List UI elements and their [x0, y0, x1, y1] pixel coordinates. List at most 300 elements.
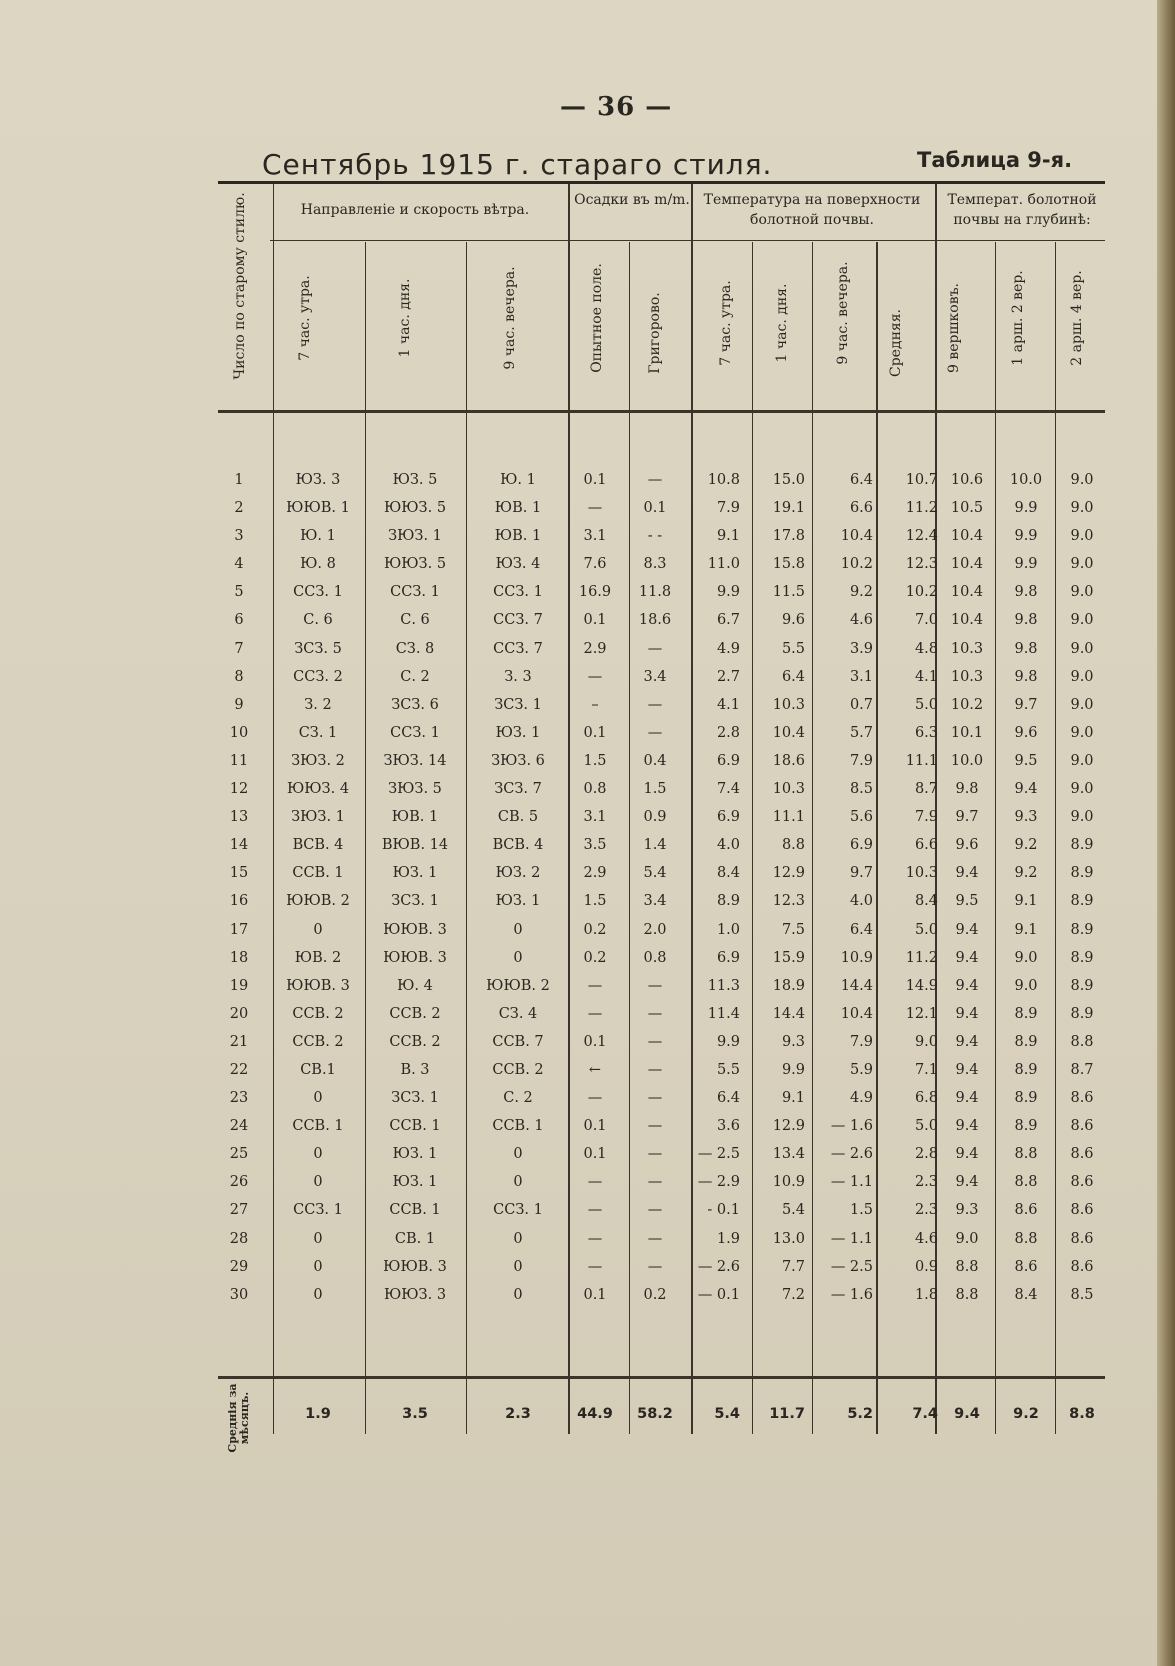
- cell-wind-7am: ЮЮВ. 2: [286, 893, 350, 910]
- header-precip-field: Опытное поле.: [589, 263, 605, 373]
- book-spine-edge: [1157, 0, 1175, 1666]
- cell-surface-9pm: — 2.6: [830, 1146, 873, 1163]
- cell-wind-1pm: ВЮВ. 14: [381, 837, 449, 854]
- cell-depth-9v: 10.4: [950, 584, 984, 601]
- cell-depth-2a4v: 8.6: [1070, 1118, 1094, 1135]
- cell-surface-7am: — 2.5: [697, 1146, 740, 1163]
- cell-surface-1pm: 9.1: [781, 1090, 805, 1107]
- header-surface-7am: 7 час. утра.: [718, 280, 734, 366]
- cell-wind-1pm: ССВ. 1: [389, 1202, 441, 1219]
- cell-depth-2a4v: 8.9: [1070, 865, 1094, 882]
- header-depth-1a2v: 1 арш. 2 вер.: [1010, 270, 1026, 366]
- table-row: [218, 1000, 1105, 1028]
- cell-depth-9v: 10.4: [950, 556, 984, 573]
- cell-precip-field: 0.1: [583, 1118, 607, 1135]
- cell-depth-2a4v: 8.6: [1070, 1230, 1094, 1247]
- mean-wind-9pm: 2.3: [505, 1406, 531, 1422]
- cell-wind-9pm: ЗЮЗ. 6: [491, 752, 545, 769]
- cell-wind-1pm: ССВ. 2: [389, 1005, 441, 1022]
- cell-day: 29: [229, 1258, 249, 1275]
- mean-surface-1pm: 11.7: [769, 1406, 805, 1422]
- header-depth-9v: 9 вершковъ.: [946, 283, 962, 373]
- table-row: [218, 831, 1105, 859]
- cell-wind-7am: Ю. 8: [300, 556, 336, 573]
- cell-wind-7am: ССЗ. 1: [293, 584, 343, 601]
- cell-wind-1pm: В. 3: [400, 1061, 430, 1078]
- cell-wind-7am: ССВ. 2: [292, 1033, 344, 1050]
- cell-surface-9pm: 9.2: [849, 584, 873, 601]
- cell-depth-9v: 9.6: [955, 837, 979, 854]
- cell-depth-9v: 9.7: [955, 809, 979, 826]
- cell-depth-1a2v: 8.9: [1014, 1118, 1038, 1135]
- cell-wind-9pm: ССЗ. 7: [493, 640, 543, 657]
- cell-precip-field: —: [587, 977, 603, 994]
- cell-wind-1pm: СЗ. 8: [395, 640, 435, 657]
- cell-depth-2a4v: 9.0: [1070, 724, 1094, 741]
- cell-precip-grigorovo: 5.4: [643, 865, 667, 882]
- cell-depth-2a4v: 9.0: [1070, 668, 1094, 685]
- cell-day: 1: [234, 472, 244, 488]
- table-row: [218, 522, 1105, 550]
- cell-surface-7am: 9.9: [716, 584, 740, 601]
- cell-wind-1pm: СВ. 1: [394, 1230, 436, 1247]
- cell-surface-1pm: 12.3: [772, 893, 805, 910]
- cell-depth-2a4v: 9.0: [1070, 640, 1094, 657]
- cell-precip-grigorovo: 0.4: [643, 752, 667, 769]
- cell-surface-mean: 1.8: [914, 1286, 938, 1303]
- cell-precip-grigorovo: 0.9: [643, 809, 667, 826]
- table-row: [218, 803, 1105, 831]
- cell-surface-1pm: 5.5: [781, 640, 805, 657]
- cell-depth-1a2v: 10.0: [1009, 472, 1043, 488]
- mean-row-label: Среднія за мѣсяцъ.: [226, 1383, 251, 1453]
- cell-depth-1a2v: 9.9: [1014, 528, 1038, 545]
- cell-precip-field: —: [587, 500, 603, 517]
- cell-wind-9pm: 0: [513, 1230, 523, 1247]
- cell-surface-9pm: 4.0: [849, 893, 873, 910]
- cell-surface-mean: 12.3: [905, 556, 938, 573]
- cell-surface-7am: 4.0: [716, 837, 740, 854]
- mean-surface-mean: 7.4: [912, 1406, 938, 1422]
- cell-depth-9v: 9.4: [955, 1174, 979, 1191]
- cell-depth-2a4v: 9.0: [1070, 556, 1094, 573]
- cell-surface-1pm: 12.9: [772, 1118, 805, 1135]
- cell-surface-7am: 6.9: [716, 809, 740, 826]
- cell-depth-9v: 8.8: [955, 1286, 979, 1303]
- cell-wind-1pm: ЮЮВ. 3: [383, 1258, 447, 1275]
- cell-precip-grigorovo: 11.8: [638, 584, 672, 601]
- cell-precip-grigorovo: —: [647, 640, 663, 657]
- cell-surface-9pm: 14.4: [840, 977, 873, 994]
- cell-wind-1pm: ЮЗ. 1: [392, 1146, 438, 1163]
- cell-depth-9v: 9.4: [955, 921, 979, 938]
- cell-precip-field: 3.1: [583, 809, 607, 826]
- cell-wind-7am: СВ.1: [300, 1061, 336, 1078]
- cell-precip-grigorovo: —: [647, 696, 663, 713]
- cell-depth-1a2v: 9.0: [1014, 949, 1038, 966]
- cell-precip-field: 0.1: [583, 612, 607, 629]
- table-row: [218, 775, 1105, 803]
- header-precip-grigorovo: Григорово.: [647, 292, 663, 374]
- cell-surface-1pm: 5.4: [781, 1202, 805, 1219]
- cell-wind-9pm: ЮЗ. 2: [495, 865, 541, 882]
- cell-wind-7am: ЮЮВ. 1: [286, 500, 350, 517]
- cell-depth-2a4v: 9.0: [1070, 809, 1094, 826]
- cell-surface-mean: 11.2: [905, 500, 938, 517]
- cell-depth-2a4v: 9.0: [1070, 781, 1094, 798]
- cell-depth-2a4v: 9.0: [1070, 528, 1094, 545]
- cell-wind-1pm: ЗСЗ. 1: [391, 1090, 439, 1107]
- cell-depth-2a4v: 8.7: [1070, 1061, 1094, 1078]
- cell-depth-2a4v: 8.6: [1070, 1090, 1094, 1107]
- cell-precip-field: 0.1: [583, 1146, 607, 1163]
- cell-surface-mean: 12.1: [905, 1005, 938, 1022]
- cell-wind-9pm: ССВ. 2: [492, 1061, 544, 1078]
- table-row: [218, 1225, 1105, 1253]
- cell-precip-grigorovo: —: [647, 1202, 663, 1219]
- cell-precip-field: 0.1: [583, 1286, 607, 1303]
- cell-precip-grigorovo: 2.0: [643, 921, 667, 938]
- cell-depth-1a2v: 8.9: [1014, 1033, 1038, 1050]
- top-rule: [218, 181, 1105, 184]
- cell-day: 27: [229, 1202, 249, 1219]
- header-wind-7am: 7 час. утра.: [297, 275, 313, 361]
- cell-surface-mean: 2.3: [914, 1174, 938, 1191]
- cell-surface-7am: 4.1: [716, 696, 740, 713]
- cell-precip-field: —: [587, 668, 603, 685]
- cell-day: 24: [229, 1118, 249, 1135]
- cell-surface-1pm: 11.5: [772, 584, 805, 601]
- cell-surface-7am: 1.9: [716, 1230, 740, 1247]
- cell-wind-7am: 0: [313, 1146, 323, 1163]
- cell-depth-9v: 8.8: [955, 1258, 979, 1275]
- cell-day: 11: [229, 752, 249, 769]
- cell-wind-7am: ЗСЗ. 5: [294, 640, 342, 657]
- cell-surface-7am: 9.9: [716, 1033, 740, 1050]
- cell-depth-1a2v: 9.2: [1014, 865, 1038, 882]
- cell-wind-7am: ЮЮЗ. 4: [286, 781, 350, 798]
- cell-depth-1a2v: 8.6: [1014, 1202, 1038, 1219]
- monthly-means-row: [218, 1390, 1105, 1438]
- cell-surface-7am: 11.0: [707, 556, 740, 573]
- cell-precip-field: 1.5: [583, 893, 607, 910]
- cell-depth-2a4v: 9.0: [1070, 612, 1094, 629]
- cell-surface-9pm: 3.1: [849, 668, 873, 685]
- cell-surface-mean: 8.7: [914, 781, 938, 798]
- cell-surface-9pm: 4.9: [849, 1090, 873, 1107]
- mean-wind-1pm: 3.5: [402, 1406, 428, 1422]
- cell-depth-2a4v: 8.5: [1070, 1286, 1094, 1303]
- cell-wind-9pm: 0: [513, 921, 523, 938]
- cell-precip-grigorovo: —: [647, 977, 663, 994]
- cell-precip-field: 2.9: [583, 865, 607, 882]
- cell-surface-9pm: — 1.1: [830, 1230, 873, 1247]
- cell-depth-1a2v: 8.9: [1014, 1090, 1038, 1107]
- table-row: [218, 719, 1105, 747]
- cell-precip-grigorovo: 3.4: [643, 893, 667, 910]
- table-row: [218, 550, 1105, 578]
- cell-wind-1pm: ЮЮВ. 3: [383, 921, 447, 938]
- cell-depth-1a2v: 9.3: [1014, 809, 1038, 826]
- cell-depth-9v: 10.4: [950, 528, 984, 545]
- cell-wind-7am: ССВ. 1: [292, 1118, 344, 1135]
- table-row: [218, 1056, 1105, 1084]
- cell-depth-9v: 9.4: [955, 865, 979, 882]
- cell-depth-2a4v: 8.9: [1070, 893, 1094, 910]
- table-row: [218, 887, 1105, 915]
- cell-wind-1pm: ЮЮЗ. 5: [383, 500, 447, 517]
- data-rows: [218, 466, 1105, 1309]
- cell-surface-1pm: 17.8: [772, 528, 805, 545]
- cell-precip-grigorovo: —: [647, 1033, 663, 1050]
- cell-precip-field: 0.1: [583, 472, 607, 488]
- cell-depth-2a4v: 8.9: [1070, 977, 1094, 994]
- cell-depth-9v: 9.4: [955, 1033, 979, 1050]
- cell-surface-9pm: 7.9: [849, 1033, 873, 1050]
- cell-wind-7am: 0: [313, 1230, 323, 1247]
- cell-precip-grigorovo: 0.1: [643, 500, 667, 517]
- cell-depth-9v: 9.8: [955, 781, 979, 798]
- cell-surface-mean: 5.0: [914, 921, 938, 938]
- cell-wind-9pm: 0: [513, 1146, 523, 1163]
- cell-surface-9pm: 10.4: [840, 1005, 873, 1022]
- cell-surface-1pm: 10.3: [772, 696, 805, 713]
- cell-surface-1pm: 9.3: [781, 1033, 805, 1050]
- cell-wind-9pm: З. 3: [504, 668, 532, 685]
- cell-depth-2a4v: 9.0: [1070, 752, 1094, 769]
- cell-precip-grigorovo: —: [647, 1230, 663, 1247]
- table-row: [218, 1084, 1105, 1112]
- mean-surface-9pm: 5.2: [847, 1406, 873, 1422]
- cell-depth-9v: 10.1: [950, 724, 984, 741]
- cell-precip-grigorovo: —: [647, 1258, 663, 1275]
- cell-precip-grigorovo: 18.6: [638, 612, 672, 629]
- cell-depth-1a2v: 9.8: [1014, 612, 1038, 629]
- cell-surface-mean: 5.0: [914, 1118, 938, 1135]
- cell-wind-1pm: ЮВ. 1: [391, 809, 439, 826]
- cell-surface-1pm: 10.3: [772, 781, 805, 798]
- cell-precip-grigorovo: 1.5: [643, 781, 667, 798]
- cell-surface-7am: 6.9: [716, 752, 740, 769]
- cell-precip-grigorovo: —: [647, 1005, 663, 1022]
- cell-wind-9pm: Ю. 1: [500, 472, 536, 488]
- cell-precip-field: 1.5: [583, 752, 607, 769]
- cell-surface-9pm: 6.4: [849, 472, 873, 488]
- cell-depth-1a2v: 9.5: [1014, 752, 1038, 769]
- cell-surface-mean: 6.8: [914, 1090, 938, 1107]
- cell-depth-9v: 9.5: [955, 893, 979, 910]
- cell-surface-7am: 2.7: [716, 668, 740, 685]
- cell-day: 8: [234, 668, 244, 685]
- cell-depth-1a2v: 9.4: [1014, 781, 1038, 798]
- cell-precip-field: —: [587, 1005, 603, 1022]
- cell-wind-7am: ЗЮЗ. 2: [291, 752, 345, 769]
- cell-depth-1a2v: 8.6: [1014, 1258, 1038, 1275]
- cell-wind-7am: ССЗ. 2: [293, 668, 343, 685]
- cell-day: 7: [234, 640, 244, 657]
- table-row: [218, 972, 1105, 1000]
- cell-wind-9pm: 0: [513, 1174, 523, 1191]
- cell-wind-7am: 0: [313, 1174, 323, 1191]
- cell-surface-9pm: 5.6: [849, 809, 873, 826]
- cell-depth-9v: 9.4: [955, 1118, 979, 1135]
- table-row: [218, 466, 1105, 494]
- cell-wind-9pm: ЮЮВ. 2: [486, 977, 550, 994]
- cell-surface-1pm: 6.4: [781, 668, 805, 685]
- cell-precip-grigorovo: —: [647, 724, 663, 741]
- cell-precip-field: —: [587, 1258, 603, 1275]
- cell-day: 16: [229, 893, 249, 910]
- cell-wind-7am: ЗЮЗ. 1: [291, 809, 345, 826]
- cell-wind-1pm: ЮЗ. 1: [392, 1174, 438, 1191]
- cell-depth-9v: 9.0: [955, 1230, 979, 1247]
- cell-wind-7am: ССВ. 2: [292, 1005, 344, 1022]
- cell-surface-1pm: 18.9: [772, 977, 805, 994]
- cell-depth-9v: 10.5: [950, 500, 984, 517]
- cell-precip-grigorovo: —: [647, 1061, 663, 1078]
- cell-depth-9v: 9.3: [955, 1202, 979, 1219]
- table-row: [218, 1196, 1105, 1224]
- cell-depth-1a2v: 9.9: [1014, 500, 1038, 517]
- cell-depth-2a4v: 8.6: [1070, 1258, 1094, 1275]
- cell-wind-7am: С. 6: [303, 612, 333, 629]
- cell-day: 26: [229, 1174, 249, 1191]
- cell-day: 10: [229, 724, 249, 741]
- mean-depth-9v: 9.4: [954, 1406, 980, 1422]
- cell-surface-7am: 4.9: [716, 640, 740, 657]
- cell-surface-mean: 8.4: [914, 893, 938, 910]
- cell-surface-9pm: — 1.6: [830, 1286, 873, 1303]
- cell-depth-1a2v: 9.6: [1014, 724, 1038, 741]
- cell-precip-grigorovo: - -: [647, 528, 663, 545]
- table-row: [218, 1281, 1105, 1309]
- cell-surface-mean: 6.6: [914, 837, 938, 854]
- header-surface-9pm: 9 час. вечера.: [835, 261, 851, 365]
- cell-surface-9pm: 4.6: [849, 612, 873, 629]
- page-number: — 36 —: [560, 92, 673, 122]
- cell-surface-1pm: 9.9: [781, 1061, 805, 1078]
- cell-day: 3: [234, 528, 244, 545]
- cell-surface-1pm: 8.8: [781, 837, 805, 854]
- cell-surface-9pm: 6.4: [849, 921, 873, 938]
- header-surface-1pm: 1 час. дня.: [774, 283, 790, 363]
- cell-surface-9pm: 6.6: [849, 500, 873, 517]
- cell-precip-field: 0.8: [583, 781, 607, 798]
- cell-depth-1a2v: 9.7: [1014, 696, 1038, 713]
- cell-wind-9pm: СВ. 5: [497, 809, 539, 826]
- cell-depth-9v: 10.0: [950, 752, 984, 769]
- table-row: [218, 1253, 1105, 1281]
- cell-depth-2a4v: 8.6: [1070, 1202, 1094, 1219]
- cell-day: 4: [234, 556, 244, 573]
- cell-surface-7am: — 2.9: [697, 1174, 740, 1191]
- cell-day: 9: [234, 696, 244, 713]
- cell-surface-7am: 2.8: [716, 724, 740, 741]
- cell-depth-1a2v: 9.0: [1014, 977, 1038, 994]
- cell-precip-grigorovo: 1.4: [643, 837, 667, 854]
- cell-wind-9pm: ЮЗ. 1: [495, 893, 541, 910]
- cell-wind-9pm: ССЗ. 1: [493, 1202, 543, 1219]
- cell-precip-field: 3.1: [583, 528, 607, 545]
- cell-wind-1pm: ЗЮЗ. 5: [388, 781, 442, 798]
- cell-depth-2a4v: 8.9: [1070, 949, 1094, 966]
- cell-wind-9pm: ССВ. 1: [492, 1118, 544, 1135]
- cell-wind-9pm: ЮВ. 1: [494, 528, 542, 545]
- cell-precip-field: —: [587, 1230, 603, 1247]
- table-row: [218, 944, 1105, 972]
- cell-precip-grigorovo: —: [647, 1174, 663, 1191]
- cell-depth-2a4v: 8.9: [1070, 921, 1094, 938]
- cell-depth-9v: 10.4: [950, 612, 984, 629]
- cell-precip-field: 0.2: [583, 949, 607, 966]
- cell-surface-9pm: — 2.5: [830, 1258, 873, 1275]
- cell-day: 21: [229, 1033, 249, 1050]
- cell-surface-7am: 8.4: [716, 865, 740, 882]
- cell-surface-mean: 6.3: [914, 724, 938, 741]
- cell-surface-9pm: 7.9: [849, 752, 873, 769]
- cell-wind-1pm: ЗЮЗ. 1: [388, 528, 442, 545]
- cell-day: 19: [229, 977, 249, 994]
- cell-surface-7am: 3.6: [716, 1118, 740, 1135]
- cell-surface-9pm: 0.7: [849, 696, 873, 713]
- cell-depth-1a2v: 9.2: [1014, 837, 1038, 854]
- cell-surface-mean: 10.7: [905, 472, 938, 488]
- cell-day: 28: [229, 1230, 249, 1247]
- cell-day: 25: [229, 1146, 249, 1163]
- cell-surface-7am: 7.4: [716, 781, 740, 798]
- cell-precip-grigorovo: —: [647, 472, 663, 488]
- cell-surface-9pm: — 1.1: [830, 1174, 873, 1191]
- header-precip-group: Осадки въ m/m.: [574, 192, 690, 208]
- table-row: [218, 606, 1105, 634]
- cell-depth-2a4v: 9.0: [1070, 500, 1094, 517]
- header-wind-group: Направленіе и скорость вѣтра.: [300, 202, 530, 218]
- mean-surface-7am: 5.4: [714, 1406, 740, 1422]
- cell-precip-field: –: [591, 696, 599, 713]
- cell-surface-7am: 9.1: [716, 528, 740, 545]
- cell-depth-1a2v: 8.9: [1014, 1005, 1038, 1022]
- table-row: [218, 663, 1105, 691]
- cell-depth-9v: 9.4: [955, 1146, 979, 1163]
- cell-depth-9v: 9.4: [955, 1061, 979, 1078]
- cell-wind-7am: 0: [313, 1090, 323, 1107]
- cell-surface-mean: 10.3: [905, 865, 938, 882]
- cell-depth-9v: 10.6: [950, 472, 984, 488]
- cell-surface-mean: 7.9: [914, 809, 938, 826]
- cell-wind-7am: СЗ. 1: [298, 724, 338, 741]
- cell-day: 18: [229, 949, 249, 966]
- cell-surface-7am: 1.0: [716, 921, 740, 938]
- cell-surface-mean: 11.1: [905, 752, 938, 769]
- cell-surface-mean: 2.3: [914, 1202, 938, 1219]
- cell-wind-1pm: ССЗ. 1: [390, 724, 440, 741]
- cell-surface-1pm: 13.4: [772, 1146, 805, 1163]
- table-number: Таблица 9-я.: [917, 148, 1073, 172]
- cell-surface-mean: 7.1: [914, 1061, 938, 1078]
- cell-precip-field: 3.5: [583, 837, 607, 854]
- cell-depth-2a4v: 8.9: [1070, 837, 1094, 854]
- cell-depth-2a4v: 9.0: [1070, 584, 1094, 601]
- cell-day: 15: [229, 865, 249, 882]
- cell-surface-7am: 6.4: [716, 1090, 740, 1107]
- cell-precip-field: 7.6: [583, 556, 607, 573]
- cell-surface-1pm: 19.1: [772, 500, 805, 517]
- cell-day: 2: [234, 500, 244, 517]
- cell-depth-1a2v: 8.4: [1014, 1286, 1038, 1303]
- cell-surface-1pm: 7.7: [781, 1258, 805, 1275]
- cell-wind-7am: З. 2: [304, 696, 332, 713]
- header-subrule: [270, 240, 1105, 241]
